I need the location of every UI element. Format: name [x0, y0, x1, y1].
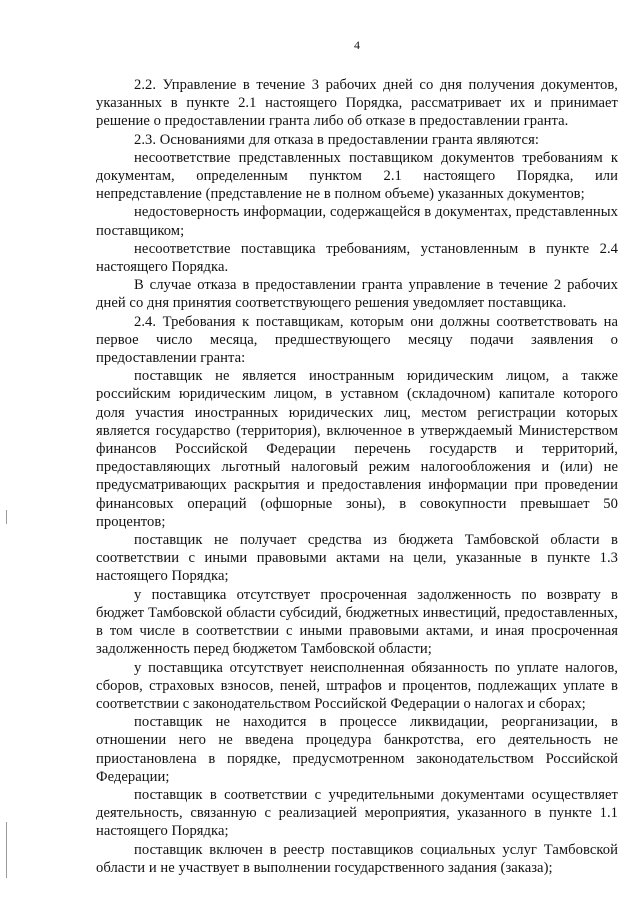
- scan-edge-mark-bottom: [6, 822, 7, 878]
- requirement-no-overdue-debt: у поставщика отсутствует просроченная задолженность по возврату в бюджет Тамбовской области субсидий, бюджетных инвестиций, предоставленных, в том числе в соответствии с иными правовыми актами, и иная просроченная задолженность перед бюджетом Тамбовской области;: [96, 586, 618, 658]
- requirement-foreign-entity: поставщик не является иностранным юридическим лицом, а также российским юридическим лицом, в уставном (складочном) капитале которого доля участия иностранных юридических лиц, местом регистрации которых является государство (территория), включенное в утверждаемый Министерством финансов Российской Федерации перечень государств и территорий, предоставляющих льготный налоговый режим налогообложения и (или) не предусматривающих раскрытия и предоставления информации при проведении финансовых операций (офшорные зоны), в совокупности превышает 50 процентов;: [96, 368, 618, 530]
- paragraph-2-3: 2.3. Основаниями для отказа в предоставлении гранта являются:: [134, 131, 539, 148]
- requirement-registry: поставщик включен в реестр поставщиков социальных услуг Тамбовской области и не участвует в выполнении государственного задания (заказа);: [96, 841, 618, 876]
- refusal-reason-requirements: несоответствие поставщика требованиям, установленным в пункте 2.4 настоящего Порядка.: [96, 240, 618, 276]
- refusal-reason-documents: несоответствие представленных поставщиком документов требованиям к документам, определенным пунктом 2.1 настоящего Порядка, или непредставление (представление не в полном объеме) указанных документов;: [96, 149, 618, 203]
- paragraph-2-4: 2.4. Требования к поставщикам, которым они должны соответствовать на первое число месяца, предшествующего месяцу подачи заявления о предоставлении гранта:: [96, 313, 618, 367]
- requirement-no-budget-funds: поставщик не получает средства из бюджета Тамбовской области в соответствии с иными правовыми актами на цели, указанные в пункте 1.3 настоящего Порядка;: [96, 532, 618, 585]
- paragraph-2-2: 2.2. Управление в течение 3 рабочих дней со дня получения документов, указанных в пункте 2.1 настоящего Порядка, рассматривает их и принимает решение о предоставлении гранта либо об отказе в предоставлении гранта.: [96, 77, 618, 130]
- requirement-no-liquidation: поставщик не находится в процессе ликвидации, реорганизации, в отношении него не введена процедура банкротства, его деятельность не приостановлена в порядке, предусмотренном законодательством Российской Федерации;: [96, 714, 618, 785]
- page-number: 4: [354, 38, 360, 52]
- refusal-reason-inaccuracy: недостоверность информации, содержащейся в документах, представленных поставщиком;: [96, 204, 618, 239]
- document-page: [96, 38, 618, 877]
- refusal-notification: В случае отказа в предоставлении гранта управление в течение 2 рабочих дней со дня принятия соответствующего решения уведомляет поставщика.: [96, 277, 618, 312]
- requirement-activity: поставщик в соответствии с учредительными документами осуществляет деятельность, связанную с реализацией мероприятия, указанного в пункте 1.1 настоящего Порядка;: [96, 786, 618, 840]
- requirement-no-tax-debt: у поставщика отсутствует неисполненная обязанность по уплате налогов, сборов, страховых взносов, пеней, штрафов и процентов, подлежащих уплате в соответствии с законодательством Российской Федерации о налогах и сборах;: [96, 659, 618, 712]
- scan-edge-mark-top: [6, 510, 7, 524]
